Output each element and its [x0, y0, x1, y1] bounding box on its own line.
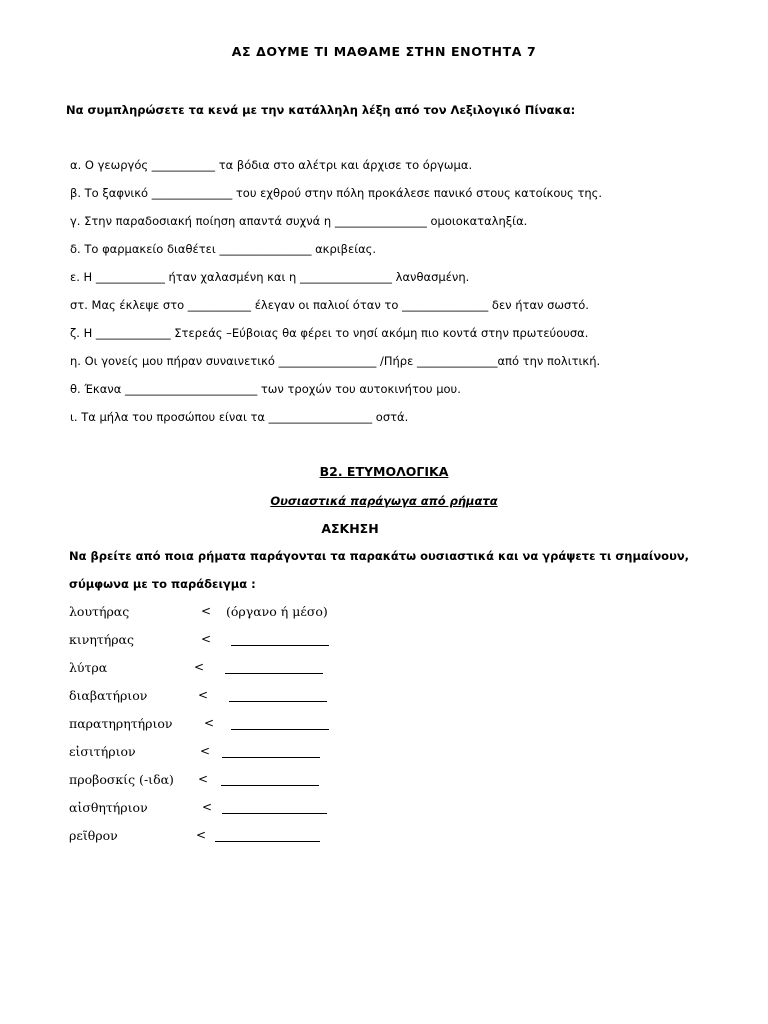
- section-subtitle: Ουσιαστικά παράγωγα από ρήματα: [270, 494, 498, 508]
- word-row: [69, 800, 469, 828]
- answer-blank[interactable]: [222, 813, 327, 814]
- answer-blank[interactable]: [222, 757, 320, 758]
- arrow-symbol: <: [198, 772, 209, 786]
- word-row: [69, 660, 469, 688]
- word-row: [69, 772, 469, 800]
- fill-item: δ. Το φαρμακείο διαθέτει ________________ ακριβείας.: [70, 242, 377, 256]
- fill-item: γ. Στην παραδοσιακή ποίηση απαντά συχνά η ________________ ομοιοκαταληξία.: [70, 214, 528, 228]
- answer-blank[interactable]: [215, 841, 320, 842]
- word-label: λύτρα: [69, 660, 108, 675]
- word-label: διαβατήριον: [69, 688, 148, 703]
- fill-item: ζ. Η _____________ Στερεάς –Εύβοιας θα φέρει το νησί ακόμη πιο κοντά στην πρωτεύουσα.: [70, 326, 589, 340]
- arrow-symbol: <: [198, 688, 209, 702]
- fill-item: α. Ο γεωργός ___________ τα βόδια στο αλέτρι και άρχισε το όργωμα.: [70, 158, 473, 172]
- section-title: Β2. ΕΤΥΜΟΛΟΓΙΚΑ: [319, 464, 449, 479]
- fill-item: ε. Η ____________ ήταν χαλασμένη και η ________________ λανθασμένη.: [70, 270, 470, 284]
- exercise-instruction-continued: σύμφωνα με το παράδειγμα :: [69, 577, 256, 591]
- arrow-symbol: <: [194, 660, 205, 674]
- exercise-instruction: Να βρείτε από ποια ρήματα παράγονται τα παρακάτω ουσιαστικά και να γράψετε τι σημαίνουν,: [69, 549, 690, 563]
- arrow-symbol: <: [201, 632, 212, 646]
- word-list: [69, 604, 469, 856]
- fill-item: θ. Έκανα _______________________ των τροχών του αυτοκινήτου μου.: [70, 382, 461, 396]
- word-row: [69, 604, 469, 632]
- word-row: [69, 688, 469, 716]
- word-label: κινητήρας: [69, 632, 134, 647]
- fill-item: β. Το ξαφνικό ______________ του εχθρού στην πόλη προκάλεσε πανικό στους κατοίκους της.: [70, 186, 603, 200]
- arrow-symbol: <: [200, 744, 211, 758]
- arrow-symbol: <: [196, 828, 207, 842]
- word-row: [69, 744, 469, 772]
- arrow-symbol: <: [204, 716, 215, 730]
- answer-blank[interactable]: [225, 673, 323, 674]
- word-label: παρατηρητήριον: [69, 716, 173, 731]
- fill-blanks-instruction: Να συμπληρώσετε τα κενά με την κατάλληλη λέξη από τον Λεξιλογικό Πίνακα:: [66, 103, 576, 117]
- word-label: λουτήρας: [69, 604, 130, 619]
- arrow-symbol: <: [201, 604, 212, 618]
- word-row: [69, 632, 469, 660]
- fill-item: στ. Μας έκλεψε στο ___________ έλεγαν οι παλιοί όταν το _______________ δεν ήταν σωστό.: [70, 298, 589, 312]
- fill-item: ι. Τα μήλα του προσώπου είναι τα __________________ οστά.: [70, 410, 409, 424]
- exercise-label: ΑΣΚΗΣΗ: [321, 521, 379, 536]
- fill-blanks-list: [70, 158, 750, 438]
- answer-blank[interactable]: [229, 701, 327, 702]
- word-row: [69, 828, 469, 856]
- word-label: ρεῖθρον: [69, 828, 118, 843]
- fill-item: η. Οι γονείς μου πήραν συναινετικό _________________ /Πήρε ______________από την πολιτική.: [70, 354, 601, 368]
- answer-blank[interactable]: [231, 729, 329, 730]
- arrow-symbol: <: [202, 800, 213, 814]
- page-title: ΑΣ ΔΟΥΜΕ ΤΙ ΜΑΘΑΜΕ ΣΤΗΝ ΕΝΟΤΗΤΑ 7: [231, 44, 537, 59]
- word-label: προβοσκίς (-ιδα): [69, 772, 174, 787]
- answer-blank[interactable]: [231, 645, 329, 646]
- word-label: αἰσθητήριον: [69, 800, 148, 815]
- example-answer: (όργανο ή μέσο): [226, 604, 328, 619]
- answer-blank[interactable]: [221, 785, 319, 786]
- word-label: εἰσιτήριον: [69, 744, 136, 759]
- word-row: [69, 716, 469, 744]
